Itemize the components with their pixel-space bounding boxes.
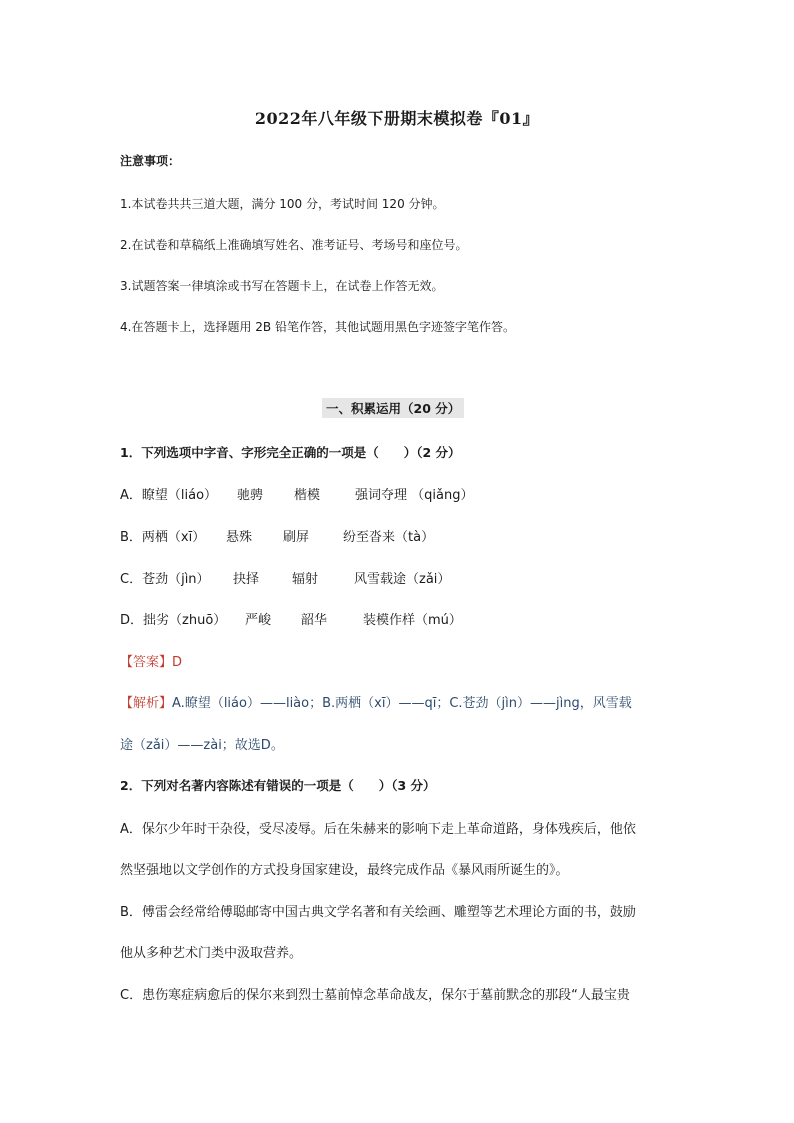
option-b-word-2: 悬殊 [226, 530, 253, 545]
option-c-word-1: C．苍劲（jìn） [120, 572, 210, 587]
option-d-word-4: 装模作样（mú） [363, 613, 462, 628]
question-1-option-b [120, 526, 434, 545]
question-2-option-a-line-1: A．保尔少年时干杂役，受尽凌辱。后在朱赫来的影响下走上革命道路，身体残疾后，他依 [120, 822, 636, 837]
question-2-stem: 2．下列对名著内容陈述有错误的一项是（ ）（3 分） [120, 778, 436, 793]
notice-item-4: 4.在答题卡上，选择题用 2B 铅笔作答，其他试题用黑色字迹签字笔作答。 [120, 320, 515, 334]
option-d-word-2: 严峻 [245, 613, 272, 628]
option-a-word-3: 楷模 [294, 488, 321, 503]
question-1-option-a [120, 484, 473, 503]
question-1-stem: 1．下列选项中字音、字形完全正确的一项是（ ）（2 分） [120, 445, 461, 460]
answer-tag: 【答案】 [120, 655, 173, 670]
question-2-option-a-line-2: 然坚强地以文学创作的方式投身国家建设，最终完成作品《暴风雨所诞生的》。 [120, 863, 569, 878]
notice-item-3: 3.试题答案一律填涂或书写在答题卡上，在试卷上作答无效。 [120, 279, 444, 293]
notice-item-2: 2.在试卷和草稿纸上准确填写姓名、准考证号、考场号和座位号。 [120, 238, 468, 252]
question-2-option-c-line-1: C．患伤寒症病愈后的保尔来到烈士墓前悼念革命战友，保尔于墓前默念的那段“人最宝贵 [120, 988, 630, 1003]
option-a-word-2: 驰骋 [237, 488, 264, 503]
option-d-word-3: 韶华 [301, 613, 328, 628]
question-1-analysis-line-1 [120, 692, 632, 711]
question-1-analysis-line-2: 途（zǎi）——zài；故选D。 [120, 738, 284, 753]
answer-value: D [172, 655, 183, 670]
analysis-text-1: A.瞭望（liáo）——liào；B.两栖（xī）——qī；C.苍劲（jìn）——jìng，风雪载 [172, 696, 632, 711]
option-c-word-2: 抉择 [233, 572, 260, 587]
option-b-word-4: 纷至沓来（tà） [343, 530, 435, 545]
option-a-word-1: A．瞭望（liáo） [120, 488, 218, 503]
question-1-answer [120, 651, 182, 670]
option-c-word-4: 风雪载途（zǎi） [354, 572, 451, 587]
option-b-word-1: B．两栖（xī） [120, 530, 206, 545]
analysis-tag: 【解析】 [120, 696, 173, 711]
notice-item-1: 1.本试卷共共三道大题，满分 100 分，考试时间 120 分钟。 [120, 197, 445, 211]
question-1-option-c [120, 568, 450, 587]
question-2-option-b-line-2: 他从多种艺术门类中汲取营养。 [120, 946, 303, 961]
option-c-word-3: 辐射 [292, 572, 319, 587]
option-a-word-4: 强词夺理 （qiǎng） [355, 488, 474, 503]
page-title: 2022年八年级下册期末模拟卷『01』 [254, 109, 540, 128]
section-heading: 一、积累运用（20 分） [322, 398, 464, 418]
question-2-option-b-line-1: B．傅雷会经常给傅聪邮寄中国古典文学名著和有关绘画、雕塑等艺术理论方面的书，鼓励 [120, 905, 636, 920]
notice-heading: 注意事项： [120, 154, 181, 168]
option-b-word-3: 刷屏 [283, 530, 310, 545]
option-d-word-1: D．拙劣（zhuō） [120, 613, 227, 628]
question-1-option-d [120, 609, 462, 628]
